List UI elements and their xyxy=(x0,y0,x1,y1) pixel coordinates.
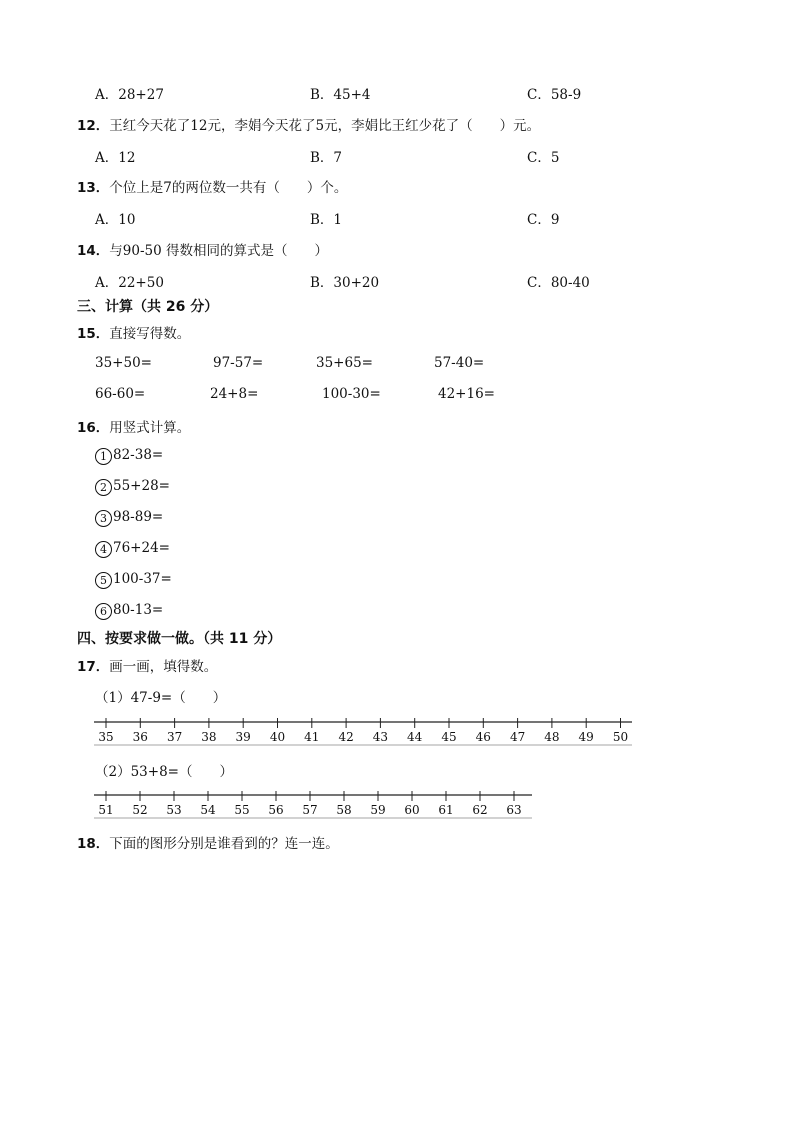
q16-expr: 76+24= xyxy=(113,540,170,556)
number-ruler-2 xyxy=(92,785,536,821)
q16-item xyxy=(95,540,170,558)
q13-option-a: A．10 xyxy=(95,212,136,228)
ruler-tick-label: 43 xyxy=(372,730,389,744)
question-text: 下面的图形分别是谁看到的？连一连。 xyxy=(109,836,339,852)
circled-number: 4 xyxy=(95,541,112,558)
q15-expr: 66-60= xyxy=(95,386,146,402)
q16-expr: 80-13= xyxy=(113,602,164,618)
q16-item xyxy=(95,509,163,527)
ruler-tick-label: 63 xyxy=(506,803,522,817)
ruler-tick-label: 45 xyxy=(441,730,457,744)
ruler-tick-label: 40 xyxy=(269,730,286,744)
q14-option-c: C．80-40 xyxy=(527,275,590,291)
ruler-tick-label: 51 xyxy=(98,803,114,817)
question-18 xyxy=(77,832,339,852)
q16-item xyxy=(95,447,163,465)
question-number: 17． xyxy=(77,659,110,675)
q15-expr: 100-30= xyxy=(322,386,381,402)
ruler-tick-label: 48 xyxy=(544,730,560,744)
circled-number: 1 xyxy=(95,448,112,465)
ruler-tick-label: 53 xyxy=(166,803,182,817)
question-number: 15． xyxy=(77,326,110,342)
q15-expr: 24+8= xyxy=(210,386,259,402)
number-ruler-1 xyxy=(92,712,636,748)
circled-number: 6 xyxy=(95,603,112,620)
ruler-tick-label: 55 xyxy=(234,803,250,817)
ruler-tick-label: 59 xyxy=(370,803,386,817)
ruler-tick-label: 58 xyxy=(336,803,352,817)
question-text: 与90-50 得数相同的算式是（ ） xyxy=(109,243,329,259)
question-text: 王红今天花了12元，李娟今天花了5元，李娟比王红少花了（ ）元。 xyxy=(109,118,541,134)
q16-expr: 98-89= xyxy=(113,509,164,525)
q15-expr: 35+50= xyxy=(95,355,152,371)
question-text: 画一画，填得数。 xyxy=(109,659,218,675)
ruler-tick-label: 44 xyxy=(407,730,423,744)
q15-expr: 42+16= xyxy=(438,386,495,402)
question-text: 直接写得数。 xyxy=(109,326,191,342)
circled-number: 3 xyxy=(95,510,112,527)
question-17 xyxy=(77,655,217,675)
q15-expr: 35+65= xyxy=(316,355,373,371)
ruler-tick-label: 62 xyxy=(472,803,488,817)
q17-part-1: （1）47-9=（ ） xyxy=(95,690,227,706)
ruler-tick-label: 46 xyxy=(475,730,491,744)
q11-option-c: C．58-9 xyxy=(527,87,582,103)
q17-part-2: （2）53+8=（ ） xyxy=(95,764,233,780)
question-15 xyxy=(77,322,190,342)
ruler-tick-label: 56 xyxy=(268,803,284,817)
ruler-tick-label: 49 xyxy=(578,730,594,744)
question-text: 用竖式计算。 xyxy=(109,420,191,436)
q16-item xyxy=(95,478,170,496)
q13-option-c: C．9 xyxy=(527,212,560,228)
circled-number: 5 xyxy=(95,572,112,589)
question-12 xyxy=(77,114,540,134)
q16-expr: 82-38= xyxy=(113,447,164,463)
ruler-tick-label: 61 xyxy=(438,803,454,817)
question-number: 12． xyxy=(77,118,110,134)
ruler-tick-label: 52 xyxy=(132,803,148,817)
q12-option-b: B．7 xyxy=(310,150,343,166)
question-number: 13． xyxy=(77,180,110,196)
section-3-heading: 三、计算（共 26 分） xyxy=(77,299,219,315)
question-16 xyxy=(77,416,190,436)
question-14 xyxy=(77,239,328,259)
q16-expr: 55+28= xyxy=(113,478,170,494)
q11-option-a: A．28+27 xyxy=(95,87,164,103)
q15-expr: 97-57= xyxy=(213,355,264,371)
ruler-tick-label: 39 xyxy=(235,730,251,744)
section-4-heading: 四、按要求做一做。（共 11 分） xyxy=(77,631,282,647)
ruler-tick-label: 54 xyxy=(200,803,216,817)
ruler-tick-label: 42 xyxy=(338,730,354,744)
q16-item xyxy=(95,602,163,620)
q14-option-b: B．30+20 xyxy=(310,275,380,291)
ruler-tick-label: 60 xyxy=(404,803,420,817)
ruler-tick-label: 38 xyxy=(201,730,217,744)
question-number: 16． xyxy=(77,420,110,436)
q15-expr: 57-40= xyxy=(434,355,485,371)
ruler-tick-label: 36 xyxy=(132,730,148,744)
q14-option-a: A．22+50 xyxy=(95,275,164,291)
question-text: 个位上是7的两位数一共有（ ）个。 xyxy=(109,180,348,196)
ruler-tick-label: 47 xyxy=(509,730,526,744)
ruler-tick-label: 50 xyxy=(612,730,629,744)
ruler-tick-label: 37 xyxy=(166,730,183,744)
question-number: 14． xyxy=(77,243,110,259)
question-13 xyxy=(77,176,347,196)
q13-option-b: B．1 xyxy=(310,212,343,228)
q12-option-c: C．5 xyxy=(527,150,560,166)
ruler-tick-label: 57 xyxy=(302,803,318,817)
circled-number: 2 xyxy=(95,479,112,496)
q16-item xyxy=(95,571,172,589)
ruler-tick-label: 41 xyxy=(304,730,320,744)
ruler-tick-label: 35 xyxy=(98,730,114,744)
question-number: 18． xyxy=(77,836,110,852)
q11-option-b: B．45+4 xyxy=(310,87,371,103)
q16-expr: 100-37= xyxy=(113,571,172,587)
q12-option-a: A．12 xyxy=(95,150,136,166)
